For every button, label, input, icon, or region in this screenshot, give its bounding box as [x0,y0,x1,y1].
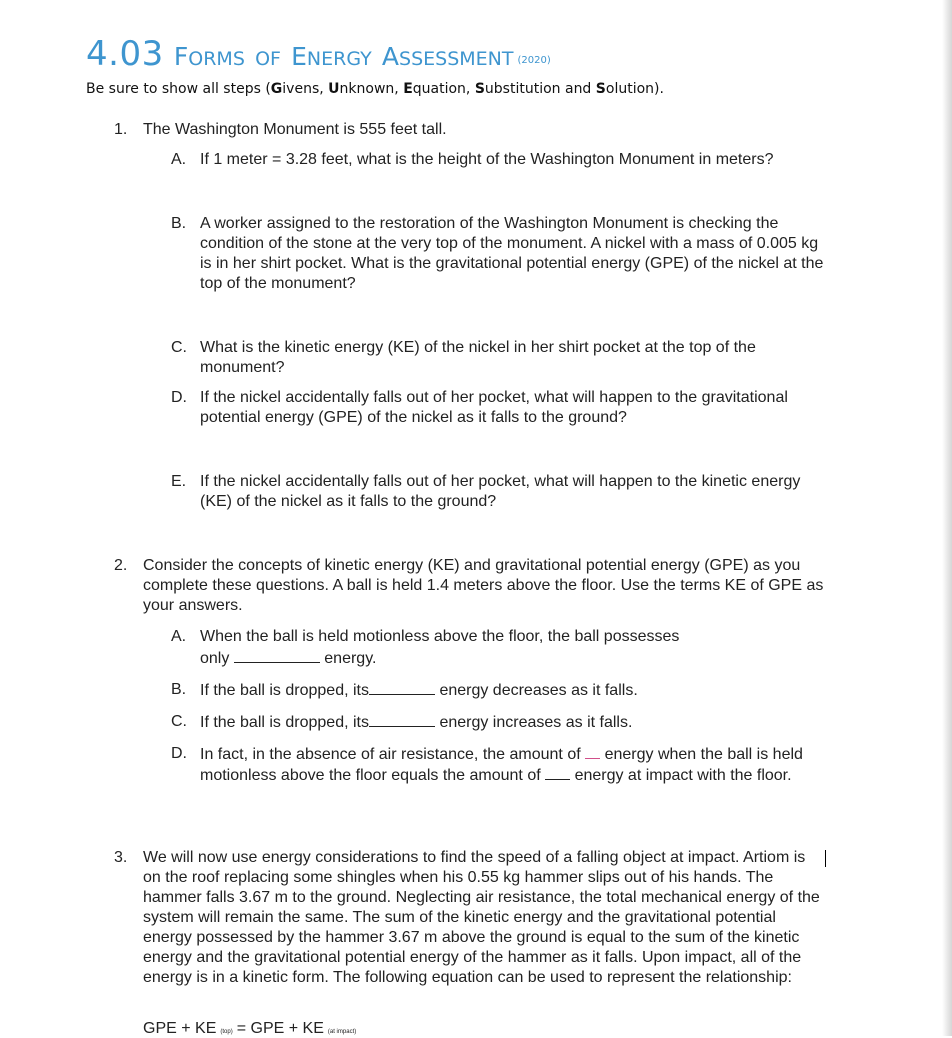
equation-right: GPE + KE [250,1020,324,1037]
title-letter: E [291,42,307,71]
title-word: NERGY [306,48,372,70]
question-2c [171,712,827,733]
question-1 [114,120,826,140]
question-1b [171,214,827,294]
question-2d [171,744,827,786]
question-number: 2. [114,557,128,574]
subquestion-text: What is the kinetic energy (KE) of the nickel in her shirt pocket at the top of the monument? [200,339,756,376]
question-3 [114,848,826,988]
subquestion-text [200,626,827,670]
instructions-text: nknown, [339,81,404,97]
subquestion-text: If the nickel accidentally falls out of her pocket, what will happen to the kinetic energy (KE) of the nickel as it falls to the ground? [200,473,801,510]
question-1a [171,150,827,170]
answer-blank[interactable] [369,712,435,727]
equation-equals: = [236,1020,247,1037]
page-title [86,34,551,74]
text-part: If the ball is dropped, its [200,714,369,731]
question-2a [171,626,827,670]
instructions-bold: G [270,81,283,97]
question-number: 1. [114,121,128,138]
question-text[interactable] [143,848,826,988]
subquestion-text [200,712,827,733]
question-2b [171,680,827,701]
subquestion-label: B. [171,681,187,698]
subquestion-label: C. [171,713,187,730]
title-word: OF [255,48,281,70]
text-part: energy. [324,650,377,667]
text-part: When the ball is held motionless above the floor, the ball possesses [200,628,680,645]
subquestion-label: A. [171,151,187,168]
text-part: energy increases as it falls. [439,714,633,731]
question-1e [171,472,827,512]
subquestion-label: D. [171,389,187,406]
title-word: SSESSMENT [399,48,514,70]
question-2 [114,556,826,616]
instructions-text: ubstitution and [484,81,596,97]
question-1c [171,338,827,378]
title-letter: F [173,42,189,71]
title-year: (2020) [517,55,551,66]
subquestion-text: If the nickel accidentally falls out of her pocket, what will happen to the gravitational potential energy (GPE) of the nickel as it falls to the ground? [200,389,788,426]
text-cursor [825,850,826,867]
instructions-text: quation, [412,81,475,97]
text-part: only [200,650,230,667]
subquestion-label: A. [171,628,187,645]
question-1d [171,388,827,428]
instructions-text: ivens, [282,81,329,97]
text-part: If the ball is dropped, its [200,682,369,699]
energy-equation [143,1020,360,1038]
subquestion-label: E. [171,473,187,490]
title-letter: A [381,42,400,71]
title-number: 4.03 [86,34,164,74]
equation-subscript: (at impact) [327,1029,357,1035]
title-word: ORMS [188,48,245,70]
text-part: In fact, in the absence of air resistance, the amount of [200,746,581,763]
subquestion-text: A worker assigned to the restoration of the Washington Monument is checking the condition of the stone at the very top of the monument. A nickel with a mass of 0.005 kg is in her shirt pocket. What is the gravitational potential energy (GPE) of the nickel at the top of the monument? [200,215,824,292]
answer-blank[interactable] [234,648,320,663]
question-text: Consider the concepts of kinetic energy (KE) and gravitational potential energy (GPE) as you complete these questions. A ball is held 1.4 meters above the floor. Use the terms KE of GPE as your answers. [143,557,824,614]
page-edge-shadow [942,0,952,1036]
text-part: We will now use energy considerations to find the speed of a falling object at impact. Artiom is on the roof replacing some shingles when his 0.55 kg hammer slips out of his hands. The hammer falls 3.67 m to the ground. Neglecting air resistance, the total mechanical energy of the system will remain the same. The sum of the kinetic energy and the gravitational potential energy possessed by the hammer 3.67 m above the ground is equal to the sum of the kinetic energy and the gravitational potential energy of the hammer as it falls. Upon impact, all of the energy is in a kinetic form. The following equation can be used to represent the relationship: [143,849,820,986]
subquestion-label: B. [171,215,187,232]
question-number: 3. [114,849,128,866]
answer-blank[interactable] [545,765,570,780]
subquestion-text [200,680,827,701]
text-part: energy at impact with the floor. [574,767,792,784]
subquestion-label: C. [171,339,187,356]
subquestion-label: D. [171,745,187,762]
instructions [86,81,664,97]
instructions-bold: U [328,81,340,97]
instructions-text: olution). [605,81,664,97]
instructions-bold: S [595,81,606,97]
answer-blank[interactable] [585,744,600,759]
subquestion-text [200,744,827,786]
instructions-bold: E [403,81,413,97]
equation-left: GPE + KE [143,1020,217,1037]
text-part: energy when the ball is held motionless above the floor equals the amount of [200,746,803,784]
instructions-text: Be sure to show all steps ( [86,81,271,97]
text-part: energy decreases as it falls. [439,682,638,699]
answer-blank[interactable] [369,680,435,695]
equation-subscript: (top) [220,1029,233,1035]
instructions-bold: S [474,81,485,97]
subquestion-text: If 1 meter = 3.28 feet, what is the height of the Washington Monument in meters? [200,151,774,168]
question-text: The Washington Monument is 555 feet tall. [143,121,447,138]
